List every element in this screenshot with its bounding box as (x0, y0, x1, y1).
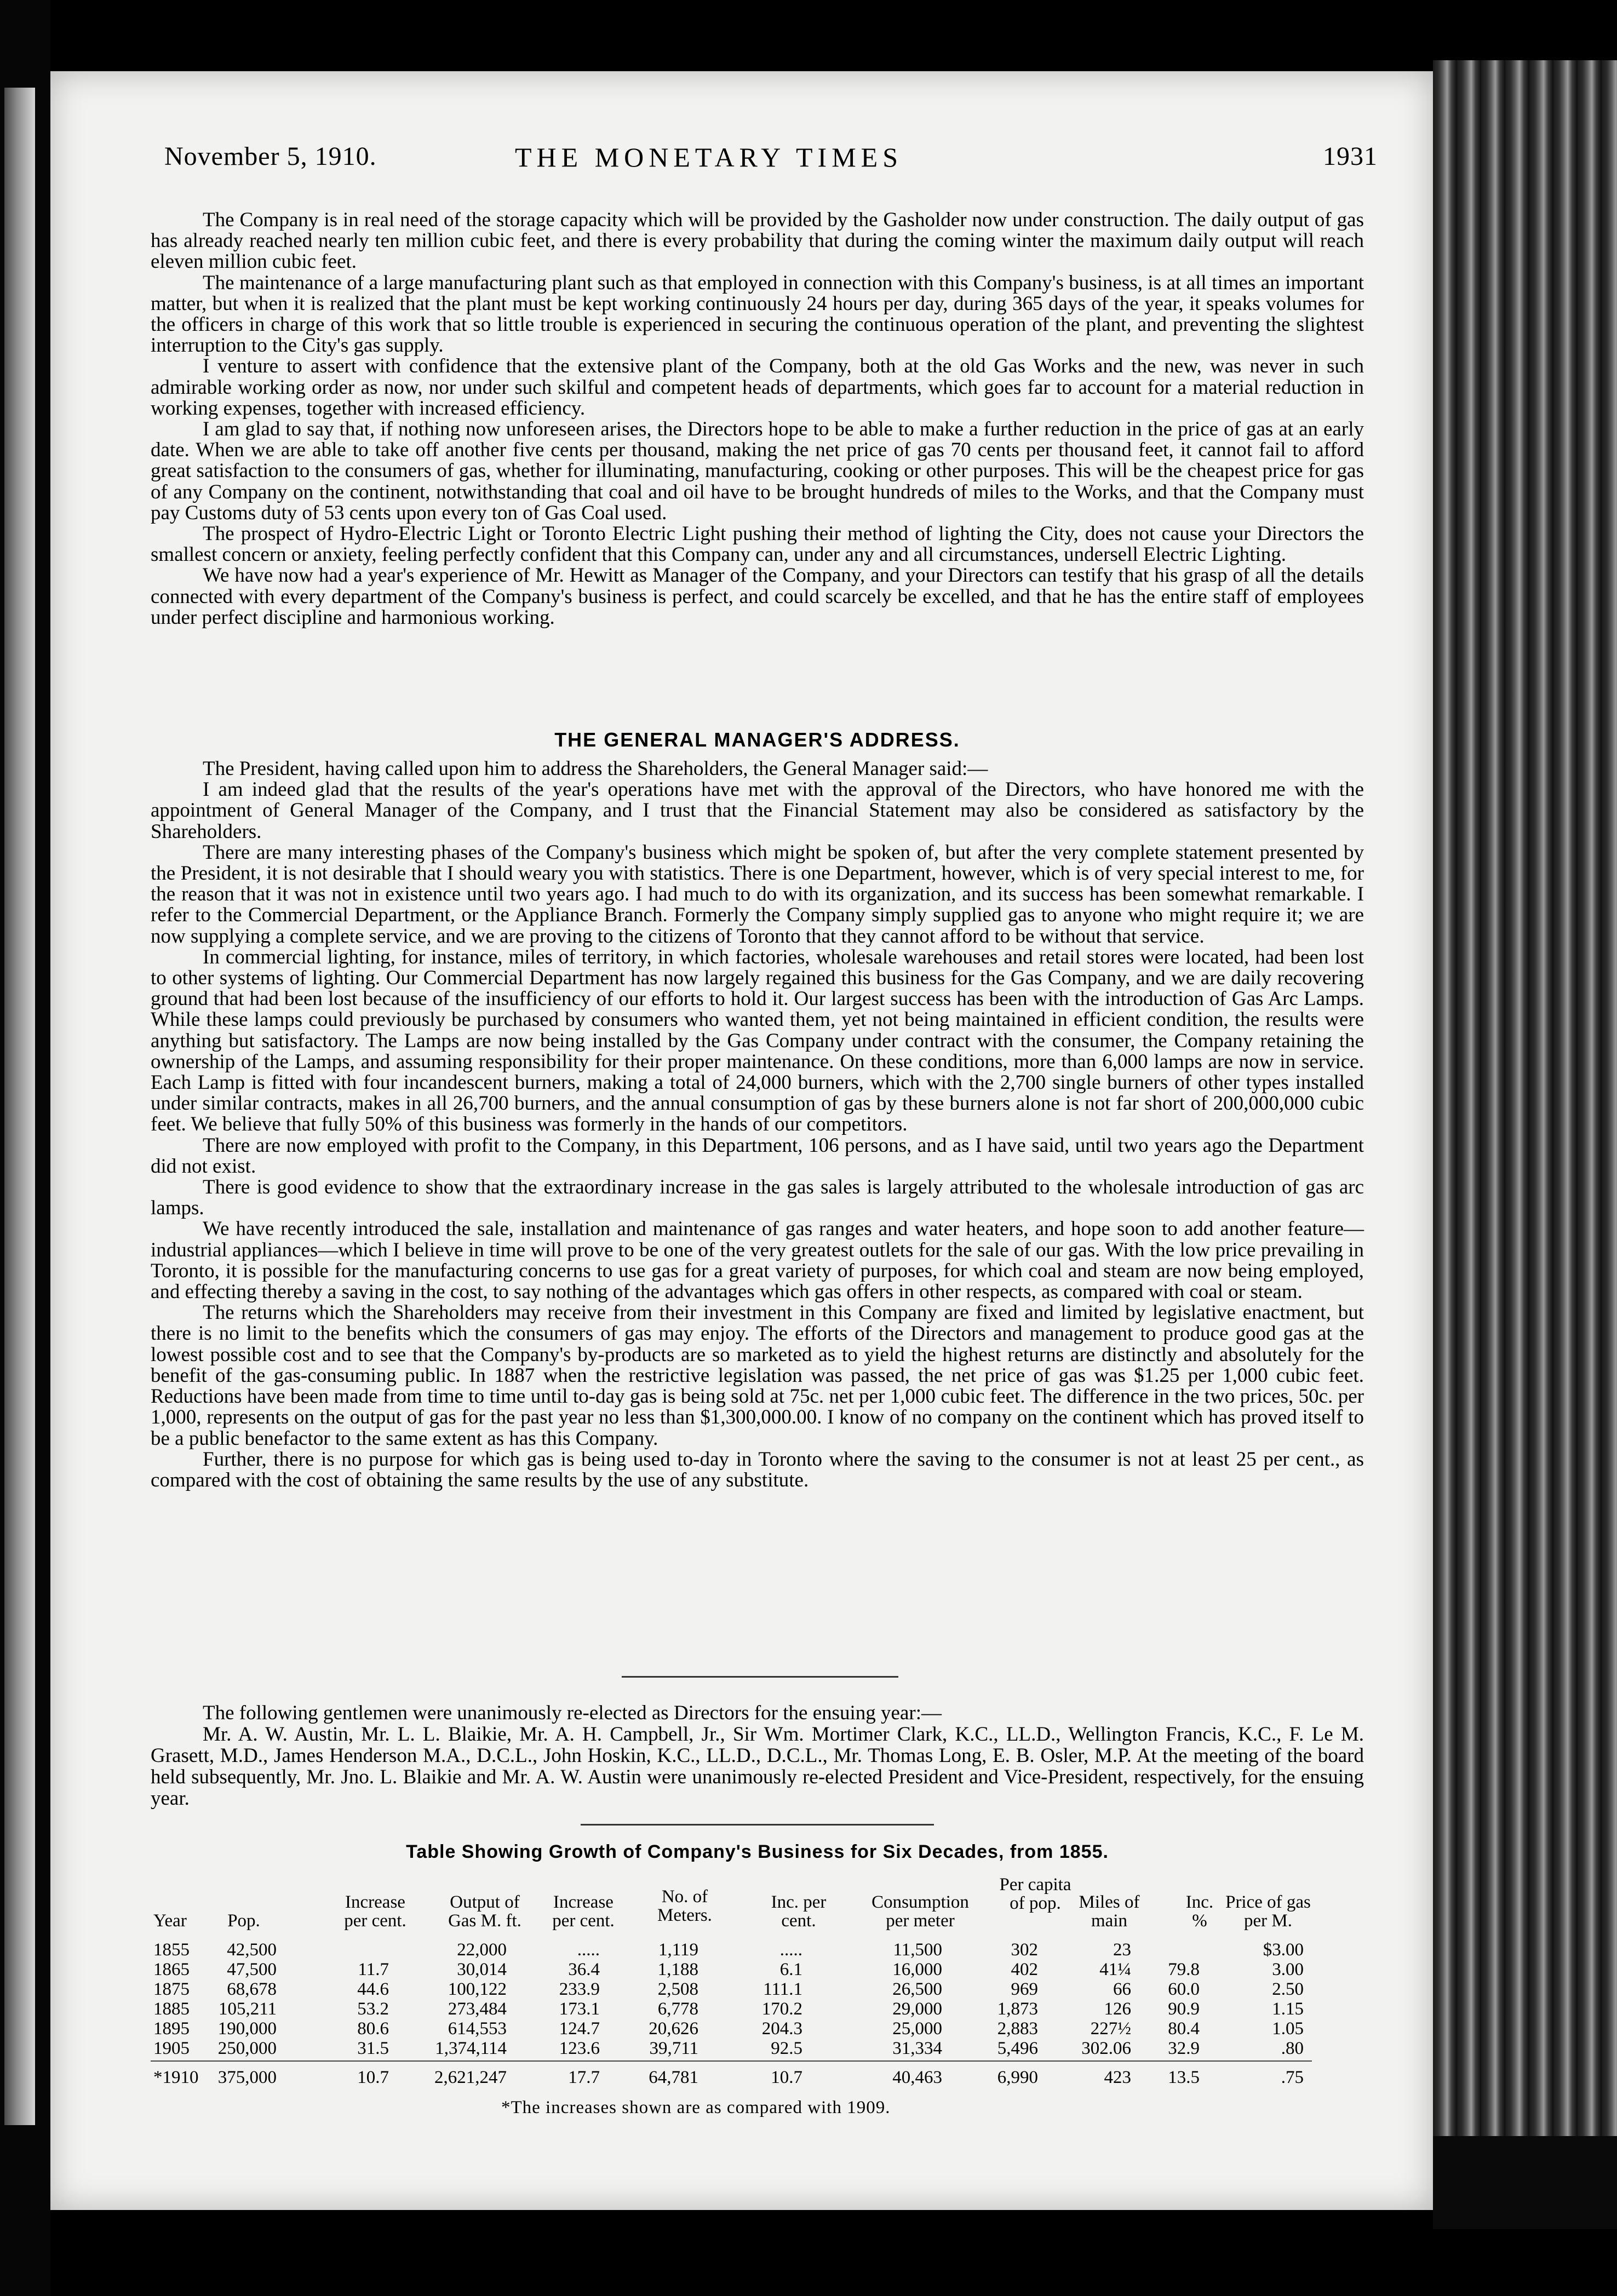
table-cell: 41¼ (1099, 1960, 1131, 1979)
table-cell: 26,500 (892, 1979, 942, 1999)
table-header: Year (153, 1911, 187, 1931)
table-cell: 66 (1113, 1979, 1131, 1999)
table-cell: 68,678 (227, 1979, 277, 1999)
table-cell: 227½ (1090, 2019, 1131, 2039)
divider-rule (581, 1824, 934, 1826)
table-cell: 170.2 (761, 1999, 802, 2019)
table-row (151, 2039, 1389, 2058)
table-cell: 11.7 (358, 1960, 389, 1979)
table-cell: 29,000 (892, 1999, 942, 2019)
table-cell: 1855 (153, 1940, 190, 1960)
table-cell: 173.1 (559, 1999, 600, 2019)
paragraph: The returns which the Shareholders may receive from their investment in this Company are fixed and limited by legislative enactment, but there is no limit to the benefits which the consumers of gas may enjoy. The efforts of the Directors and management to produce good gas at the lowest possible cost and to see that the Company's by-products are so marketed as to yield the highest returns are distinctly and absolutely for the benefit of the gas-consuming public. In 1887 when the restrictive legislation was passed, the net price of gas was $1.25 per 1,000 cubic feet. Reductions have been made from time to time until to-day gas is being sold at 75c. net per 1,000 cubic feet. The difference in the two prices, 50c. per 1,000, represents on the output of gas for the past year no less than $1,300,000.00. I know of no company on the continent which has proved itself to be a public benefactor to the same extent as has this Company. (151, 1301, 1364, 1450)
table-header: Increase per cent. (344, 1892, 406, 1931)
table-cell: 1875 (153, 1979, 190, 1999)
table-cell: 22,000 (457, 1940, 507, 1960)
table-cell: 969 (1011, 1979, 1038, 1999)
table-cell: 23 (1113, 1940, 1131, 1960)
table-cell: 402 (1011, 1960, 1038, 1979)
table-cell: 16,000 (892, 1960, 942, 1979)
paragraph: The prospect of Hydro-Electric Light or Toronto Electric Light pushing their method of lighting the City, does not cause your Directors the smallest concern or anxiety, feeling perfectly confident that this Company can, under any and all circumstances, undersell Electric Lighting. (151, 523, 1364, 566)
facing-page-sliver (4, 88, 35, 2125)
table-cell: 1,188 (657, 1960, 698, 1979)
address-text (151, 759, 1364, 1491)
table-header: No. of Meters. (657, 1887, 712, 1925)
table-cell: 92.5 (771, 2039, 802, 2058)
table-header: Output of Gas M. ft. (448, 1892, 521, 1931)
paragraph: There is good evidence to show that the extraordinary increase in the gas sales is largely attributed to the wholesale introduction of gas arc lamps. (151, 1176, 1364, 1220)
table-cell: 190,000 (217, 2019, 277, 2039)
table-cell: 124.7 (559, 2019, 600, 2039)
table-header: Inc. % (1185, 1892, 1214, 1931)
paragraph: We have recently introduced the sale, installation and maintenance of gas ranges and water heaters, and hope soon to add another feature—industrial appliances—which I believe in time will prove to be one of the very greatest outlets for the sale of our gas. With the low price prevailing in Toronto, it is possible for the manufacturing concerns to use gas for a great variety of purposes, for which coal and steam are now being employed, and effecting thereby a saving in the cost, to say nothing of the advantages which gas offers in other respects, as compared with coal or steam. (151, 1218, 1364, 1304)
table-cell: 47,500 (227, 1960, 277, 1979)
table-cell: 204.3 (761, 2019, 802, 2039)
left-page-edge (0, 0, 50, 2296)
table-cell: 1865 (153, 1960, 190, 1979)
page-header (110, 141, 1378, 180)
table-cell: 233.9 (559, 1979, 600, 1999)
table-cell: 30,014 (457, 1960, 507, 1979)
table-cell: 111.1 (763, 1979, 802, 1999)
table-cell: .75 (1281, 2068, 1304, 2087)
table-cell: 375,000 (217, 2068, 277, 2087)
table-header: Increase per cent. (552, 1892, 615, 1931)
table-cell: 53.2 (357, 1999, 389, 2019)
table-cell: 302.06 (1081, 2039, 1131, 2058)
table-cell: 1885 (153, 1999, 190, 2019)
table-cell: 32.9 (1168, 2039, 1200, 2058)
table-header: Miles of main (1079, 1892, 1140, 1931)
table-header: Pop. (227, 1911, 260, 1931)
table-cell: 273,484 (448, 1999, 507, 2019)
table-cell: 39,711 (649, 2039, 698, 2058)
section-heading: THE GENERAL MANAGER'S ADDRESS. (554, 728, 960, 751)
spine-cap (1433, 2136, 1617, 2229)
table-cell: 614,553 (448, 2019, 507, 2039)
paragraph: The maintenance of a large manufacturing plant such as that employed in connection with this Company's business, is at all times an important matter, but when it is realized that the plant must be kept working continuously 24 hours per day, during 365 days of the year, it speaks volumes for the officers in charge of this work that so little trouble is experienced in securing the continuous operation of the plant, and preventing the slightest interruption to the City's gas supply. (151, 271, 1364, 357)
book-spine-edge (1433, 60, 1617, 2229)
table-title: Table Showing Growth of Company's Business for Six Decades, from 1855. (406, 1841, 1109, 1862)
table-cell: 20,626 (649, 2019, 698, 2039)
table-row (151, 1999, 1389, 2019)
table-cell: 11,500 (893, 1940, 942, 1960)
table-cell: 10.7 (771, 2068, 802, 2087)
paragraph: I am indeed glad that the results of the year's operations have met with the approval of the Directors, who have honored me with the appointment of General Manager of the Company, and I trust that the Financial Statement may also be considered as satisfactory by the Shareholders. (151, 778, 1364, 843)
table-cell: 44.6 (357, 1979, 389, 1999)
table-cell: 3.00 (1272, 1960, 1304, 1979)
table-footnote: *The increases shown are as compared with 1909. (501, 2098, 891, 2117)
table-cell: 31.5 (357, 2039, 389, 2058)
table-cell: 60.0 (1168, 1979, 1200, 1999)
growth-table (151, 1857, 1389, 2120)
paragraph: I venture to assert with confidence that the extensive plant of the Company, both at the old Gas Works and the new, was never in such admirable working order as now, nor under such skilful and competent heads of departments, which goes far to account for a material reduction in working expenses, together with increased efficiency. (151, 355, 1364, 420)
table-cell: 302 (1011, 1940, 1038, 1960)
page-number: 1931 (1323, 142, 1378, 171)
table-row (151, 1940, 1389, 1960)
table-cell: 126 (1104, 1999, 1131, 2019)
table-cell: 105,211 (218, 1999, 277, 2019)
table-cell: 5,496 (997, 2039, 1038, 2058)
table-cell: 423 (1104, 2068, 1131, 2087)
table-cell: 1,119 (658, 1940, 698, 1960)
table-cell: 2,508 (657, 1979, 698, 1999)
table-header: Per capita of pop. (999, 1875, 1071, 1913)
table-cell: 10.7 (357, 2068, 389, 2087)
table-cell: 1.05 (1272, 2019, 1304, 2039)
table-row (151, 1979, 1389, 1999)
table-cell: 42,500 (227, 1940, 277, 1960)
table-row (151, 2019, 1389, 2039)
paragraph: Mr. A. W. Austin, Mr. L. L. Blaikie, Mr. A. H. Campbell, Jr., Sir Wm. Mortimer Clark, K.C., LL.D., Wellington Francis, K.C., F. Le M. Grasett, M.D., James Henderson M.A., D.C.L., John Hoskin, K.C., LL.D., D.C.L., Mr. Thomas Long, E. B. Osler, M.P. At the meeting of the board held subsequently, Mr. Jno. L. Blaikie and Mr. A. W. Austin were unanimously re-elected President and Vice-President, respectively, for the ensuing year. (151, 1723, 1364, 1810)
table-cell: 1,374,114 (435, 2039, 507, 2058)
table-cell: 100,122 (448, 1979, 507, 1999)
table-row (151, 1960, 1389, 1979)
table-cell: 40,463 (892, 2068, 942, 2087)
table-rule (151, 2060, 1312, 2062)
table-cell: 1905 (153, 2039, 190, 2058)
paragraph: Further, there is no purpose for which gas is being used to-day in Toronto where the saving to the consumer is not at least 25 per cent., as compared with the cost of obtaining the same results by the use of any substitute. (151, 1448, 1364, 1491)
table-cell: 1895 (153, 2019, 190, 2039)
table-cell: 2,883 (997, 2019, 1038, 2039)
table-cell: ..... (577, 1940, 600, 1960)
table-cell: 123.6 (559, 2039, 600, 2058)
paragraph: There are many interesting phases of the Company's business which might be spoken of, but after the very complete statement presented by the President, it is not desirable that I should weary you with statistics. There is one Department, however, which is of very special interest to me, for the reason that it was not in existence until two years ago. I had much to do with its organization, and its success has been somewhat remarkable. I refer to the Commercial Department, or the Appliance Branch. Formerly the Company simply supplied gas to anyone who might require it; we are now supplying a complete service, and we are proving to the citizens of Toronto that they cannot afford to be without that service. (151, 841, 1364, 948)
table-cell: 6,990 (997, 2068, 1038, 2087)
table-header: Consumption per meter (871, 1892, 969, 1931)
table-cell: $3.00 (1263, 1940, 1304, 1960)
table-cell: 17.7 (568, 2068, 600, 2087)
table-cell: 79.8 (1168, 1960, 1200, 1979)
table-cell: 1.15 (1272, 1999, 1304, 2019)
table-cell: 90.9 (1168, 1999, 1200, 2019)
table-cell: 13.5 (1168, 2068, 1200, 2087)
publication-title: THE MONETARY TIMES (515, 142, 903, 173)
table-cell: 64,781 (649, 2068, 698, 2087)
table-cell: 2.50 (1272, 1979, 1304, 1999)
paragraph: There are now employed with profit to the Company, in this Department, 106 persons, and as I have said, until two years ago the Department did not exist. (151, 1134, 1364, 1178)
table-cell: 31,334 (892, 2039, 942, 2058)
issue-date: November 5, 1910. (164, 142, 377, 171)
paragraph: I am glad to say that, if nothing now unforeseen arises, the Directors hope to be able to make a further reduction in the price of gas at an early date. When we are able to take off another five cents per thousand, making the net price of gas 70 cents per thousand feet, it cannot fail to afford great satisfaction to the consumers of gas, whether for illuminating, manufacturing, cooking or other purposes. This will be the cheapest price for gas of any Company on the continent, notwithstanding that coal and oil have to be brought hundreds of miles to the Works, and that the Company must pay Customs duty of 53 cents upon every ton of Gas Coal used. (151, 418, 1364, 524)
table-row (151, 2068, 1389, 2087)
table-cell: 6.1 (779, 1960, 802, 1979)
directors-text (151, 1702, 1364, 1809)
table-cell: 2,621,247 (434, 2068, 507, 2087)
paragraph: The following gentlemen were unanimously re-elected as Directors for the ensuing year:— (203, 1702, 942, 1724)
table-cell: ..... (779, 1940, 802, 1960)
table-cell: *1910 (153, 2068, 199, 2087)
table-header: Inc. per cent. (771, 1892, 827, 1931)
divider-rule (622, 1676, 898, 1678)
table-cell: .80 (1281, 2039, 1304, 2058)
table-cell: 250,000 (217, 2039, 277, 2058)
table-cell: 25,000 (892, 2019, 942, 2039)
paragraph: The Company is in real need of the storage capacity which will be provided by the Gasholder now under construction. The daily output of gas has already reached nearly ten million cubic feet, and there is every probability that during the coming winter the maximum daily output will reach eleven million cubic feet. (151, 209, 1364, 273)
table-cell: 80.4 (1168, 2019, 1200, 2039)
table-cell: 1,873 (997, 1999, 1038, 2019)
paragraph: In commercial lighting, for instance, miles of territory, in which factories, wholesale warehouses and retail stores were located, had been lost to other systems of lighting. Our Commercial Department has now largely regained this business for the Gas Company, and we are daily recovering ground that had been lost because of the insufficiency of our efforts to hold it. Our largest success has been with the introduction of Gas Arc Lamps. While these lamps could previously be purchased by consumers who wanted them, yet not being maintained in efficient condition, the results were anything but satisfactory. The Lamps are now being installed by the Gas Company under contract with the consumer, the Company retaining the ownership of the Lamps, and assuming responsibility for their proper maintenance. On these conditions, more than 6,000 lamps are now in service. Each Lamp is fitted with four incandescent burners, making a total of 24,000 burners, which with the 2,700 single burners of other types installed under similar contracts, makes in all 26,700 burners, and the annual consumption of gas by these burners alone is not far short of 200,000,000 cubic feet. We believe that fully 50% of this business was formerly in the hands of our competitors. (151, 945, 1364, 1136)
paragraph: We have now had a year's experience of Mr. Hewitt as Manager of the Company, and your Directors can testify that his grasp of all the details connected with every department of the Company's business is perfect, and could scarcely be excelled, and that he has the entire staff of employees under perfect discipline and harmonious working. (151, 564, 1364, 629)
body-text (151, 210, 1364, 628)
paragraph: The President, having called upon him to address the Shareholders, the General Manager said:— (203, 757, 988, 780)
table-cell: 6,778 (657, 1999, 698, 2019)
table-cell: 80.6 (357, 2019, 389, 2039)
table-header: Price of gas per M. (1225, 1892, 1311, 1931)
table-cell: 36.4 (568, 1960, 600, 1979)
